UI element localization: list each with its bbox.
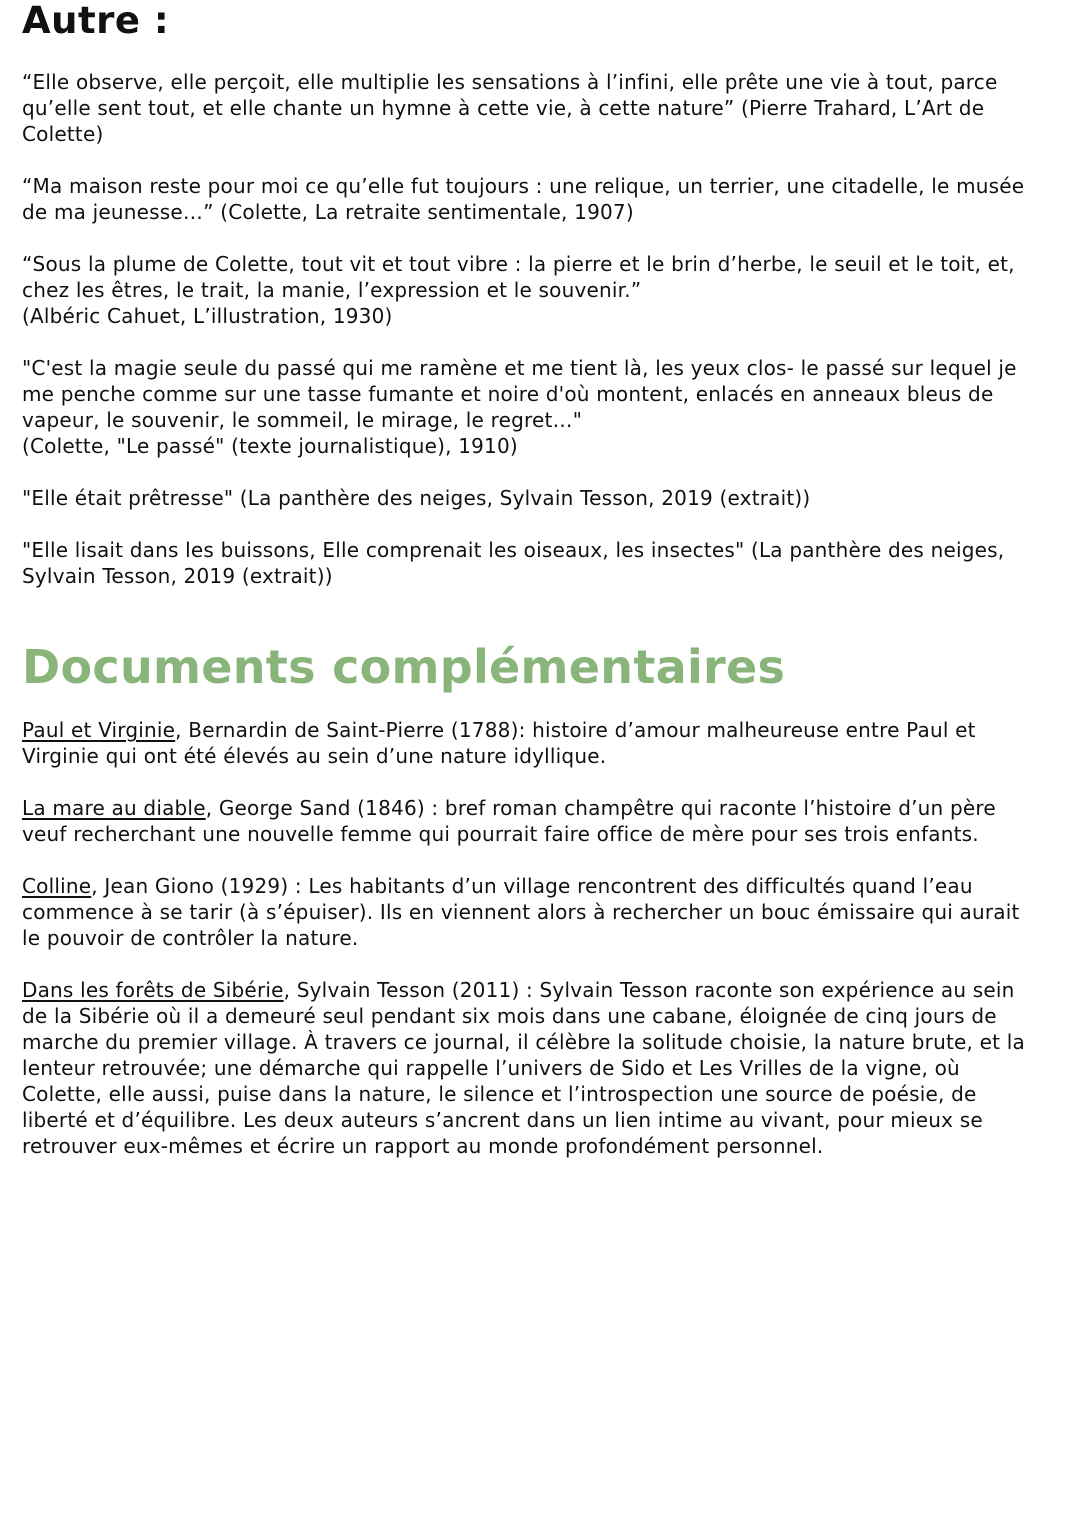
document-entry bbox=[22, 795, 1058, 847]
quote-line: me penche comme sur une tasse fumante et noire d'où montent, enlacés en anneaux bleus de bbox=[22, 382, 994, 406]
quote-paragraph bbox=[22, 69, 1058, 147]
document-text: , Jean Giono (1929) : Les habitants d’un village rencontrent des difficultés quand l’eau bbox=[91, 874, 973, 898]
quote-line: qu’elle sent tout, et elle chante un hymne à cette vie, à cette nature” (Pierre Trahard, L’Art de bbox=[22, 96, 985, 120]
documents-section bbox=[22, 717, 1058, 1159]
document-text: , Sylvain Tesson (2011) : Sylvain Tesson raconte son expérience au sein bbox=[283, 978, 1015, 1002]
document-first-line bbox=[22, 795, 1058, 821]
quote-line: "Elle lisait dans les buissons, Elle comprenait les oiseaux, les insectes" (La panthère des neiges, bbox=[22, 538, 1005, 562]
document-line: le pouvoir de contrôler la nature. bbox=[22, 926, 359, 950]
quotes-section bbox=[22, 69, 1058, 589]
document-entry bbox=[22, 873, 1058, 951]
document-line: retrouver eux-mêmes et écrire un rapport au monde profondément personnel. bbox=[22, 1134, 824, 1158]
quote-line: "C'est la magie seule du passé qui me ramène et me tient là, les yeux clos- le passé sur lequel je bbox=[22, 356, 1017, 380]
quote-line: vapeur, le souvenir, le sommeil, le mirage, le regret…" bbox=[22, 408, 583, 432]
book-title: La mare au diable bbox=[22, 796, 206, 820]
quote-paragraph bbox=[22, 173, 1058, 225]
quote-paragraph bbox=[22, 251, 1058, 329]
quote-line: (Colette, "Le passé" (texte journalistique), 1910) bbox=[22, 434, 518, 458]
quote-line: “Ma maison reste pour moi ce qu’elle fut toujours : une relique, un terrier, une citadelle, le musée bbox=[22, 174, 1025, 198]
quote-paragraph bbox=[22, 355, 1058, 459]
document-line: Colette, elle aussi, puise dans la nature, le silence et l’introspection une source de poésie, de bbox=[22, 1082, 977, 1106]
book-title: Paul et Virginie bbox=[22, 718, 176, 742]
documents-heading: Documents complémentaires bbox=[22, 640, 786, 694]
quote-line: “Sous la plume de Colette, tout vit et tout vibre : la pierre et le brin d’herbe, le seuil et le toit, et, bbox=[22, 252, 1015, 276]
document-first-line bbox=[22, 977, 1058, 1003]
document-line: de la Sibérie où il a demeuré seul pendant six mois dans une cabane, éloignée de cinq jours de bbox=[22, 1004, 997, 1028]
autre-heading: Autre : bbox=[22, 0, 170, 42]
document-first-line bbox=[22, 717, 1058, 743]
document-line: Virginie qui ont été élevés au sein d’une nature idyllique. bbox=[22, 744, 607, 768]
document-line: lenteur retrouvée; une démarche qui rappelle l’univers de Sido et Les Vrilles de la vigne, où bbox=[22, 1056, 960, 1080]
quote-paragraph bbox=[22, 485, 1058, 511]
quote-line: (Albéric Cahuet, L’illustration, 1930) bbox=[22, 304, 393, 328]
document-line: commence à se tarir (à s’épuiser). Ils en viennent alors à rechercher un bouc émissaire qui aurait bbox=[22, 900, 1020, 924]
quote-line: chez les êtres, le trait, la manie, l’expression et le souvenir.” bbox=[22, 278, 642, 302]
document-line: veuf recherchant une nouvelle femme qui pourrait faire office de mère pour ses trois enfants. bbox=[22, 822, 979, 846]
document-text: , Bernardin de Saint-Pierre (1788): histoire d’amour malheureuse entre Paul et bbox=[175, 718, 976, 742]
quote-line: de ma jeunesse…” (Colette, La retraite sentimentale, 1907) bbox=[22, 200, 634, 224]
document-entry bbox=[22, 717, 1058, 769]
quote-line: "Elle était prêtresse" (La panthère des neiges, Sylvain Tesson, 2019 (extrait)) bbox=[22, 486, 811, 510]
quote-line: “Elle observe, elle perçoit, elle multiplie les sensations à l’infini, elle prête une vie à tout, parce bbox=[22, 70, 998, 94]
book-title: Dans les forêts de Sibérie bbox=[22, 978, 284, 1002]
document-entry bbox=[22, 977, 1058, 1159]
document-first-line bbox=[22, 873, 1058, 899]
document-page bbox=[22, 0, 1058, 1185]
quote-line: Colette) bbox=[22, 122, 104, 146]
quote-paragraph bbox=[22, 537, 1058, 589]
document-text: , George Sand (1846) : bref roman champêtre qui raconte l’histoire d’un père bbox=[205, 796, 996, 820]
document-line: liberté et d’équilibre. Les deux auteurs s’ancrent dans un lien intime au vivant, pour mieux se bbox=[22, 1108, 983, 1132]
quote-line: Sylvain Tesson, 2019 (extrait)) bbox=[22, 564, 333, 588]
document-line: marche du premier village. À travers ce journal, il célèbre la solitude choisie, la nature brute, et la bbox=[22, 1030, 1025, 1054]
book-title: Colline bbox=[22, 874, 92, 898]
